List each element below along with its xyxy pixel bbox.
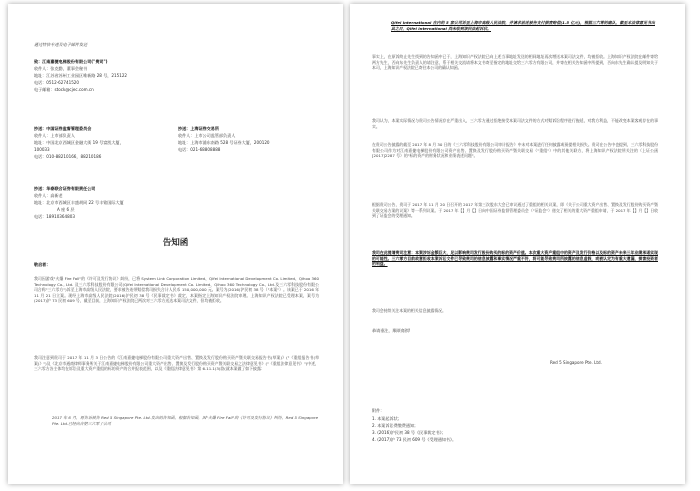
cc-advisor-address: 地址：北京市西城区丰盛胡同 22 号丰铭国际大厦 [34,200,124,205]
cc-advisor-address-floor: A 座 6 层 [57,207,75,212]
attachments-label: 附件： [372,408,385,413]
addressee-phone: 电话：0512-62741520 [34,80,80,85]
addressee: 致：江南嘉捷电梯股份有限公司("贵司") [34,59,108,64]
paragraph-6: 我司会持续关注本案的相关信息披露情况。 [372,308,446,313]
signer: Red 5 Singapore Pte. Ltd. [550,360,602,365]
cc-sse-phone: 电话：021-68808888 [178,147,221,152]
paragraph-5-emphasis: 我司在此提请贵司注意：本案涉诉金额巨大，足以影响贵司发行股份购买的标的资产价值。本次重大资产重组中的资产及发行价格以及标的资产未来三年业绩承诺实现的可能性。三六零方目前故意拒收本案诉讼文件已导致贵司的信息披露和事实情况严重不符，将可能导致贵司所披露的信息虚假，或被认定为有重大遗漏，损害投资者的利益。 [372,250,658,266]
addressee-attn: 收件人：张克勤，董事会秘书 [34,66,88,71]
paragraph-4: 根据贵司公告，贵司于 2017 年 11 月 20 日召开的 2017 年第三次股东大会已审议通过了重组的相关议案，即《关于公司重大资产出售、置换及发行股份购买资产暨关联交易方案的议案》等一系列议案。于 2017 年【】月【】日向中国证券监督管理委员会（"证监会"）递交了相关的重大资产重组申请，于 2017 年【】月【】日收到了证监会的受理通知。 [372,202,658,218]
document-page-right [350,4,685,484]
cc-csrc-postcode: 100033 [34,147,50,152]
cc-advisor-attn: 收件人：高新老 [34,193,63,198]
salutation: 敬启者： [34,262,51,267]
cc-advisor-label: 抄送：华泰联合证券有限责任公司 [34,186,96,191]
cc-csrc-address: 地址：中国北京西城区金融大街 19 号富凯大厦， [34,140,124,145]
paragraph-3-quote: 2017 年 6 月，原告诉被告 Red 5 Singapore Pte. Ltd.发出的告知函，根据告知函，因"火爆 Fire Fall"的《许可及发行协议》纠纷，Red 5 Singapore Pte. Ltd.已经向合肥三六零子公司 [52,415,318,426]
attachment-item: 4. (2017)沪 73 民初 609 号《受理通知书》。 [372,437,457,442]
cc-csrc-label: 抄送：中国证券监督管理委员会 [34,126,92,131]
cc-sse-label: 抄送：上海证券交易所 [178,126,219,131]
attachment-item: 3. (2016)沪民初 38 号《民事裁定书》； [372,430,446,435]
cc-sse-address: 地址：上海市浦东南路 528 号证券大厦，200120 [178,140,270,145]
closing: 恭请垂注，顺颂商祺! [372,328,411,333]
header-note: 通过特快专递及电子邮件发送 [34,42,88,47]
attachment-item: 1. 本案起诉状； [372,416,402,421]
attachment-item: 2. 本案诉讼费缴费通知； [372,423,419,428]
cc-sse-attn: 收件人：上市公司监管部负责人 [178,133,236,138]
cc-advisor-phone: 电话：18910364803 [34,214,75,219]
addressee-address: 地址：江苏省苏州工业园区唯新路 28 号，215122 [34,73,128,78]
intro-quote: Qifei International 在内的 5 家公司诉至上海市高级人民法院，并请求前述被告支付损害赔偿(1.5 亿元)，根据三六零的确认，截至本法律意见书出具之日，Qifei International 尚未收到该民法起诉状。 [391,20,655,31]
paragraph-3: 在贵司公告披露的截至 2017 年 8 月 30 日的《三六零科技股份有限公司审计报告》中未对本案进行任何披露或预提相关损失。贵司在公告中也提到，三六零科技股份有限公司作为对江南嘉捷电梯股份有限公司资产出售、置换及发行股份购买资产暨关联交易（"重组"）中的其他关联方，将上海知识产权法院所关注的（上证公函[2017]2287 号）的"标的资产的财务状况和业绩表述问题"。 [372,142,658,158]
cc-csrc-attn: 收件人：上市部负责人 [34,133,75,138]
paragraph-2: 我司认为，本案实际情况与贵司公告情况存在严重出入，三六零方通过拒绝接受本案司法文件的方式对赔诉讼程序进行拖延，对我方利益，不能改变本案客观存在的事实。 [372,118,658,129]
document-title: 告知函 [162,238,189,248]
addressee-email: 电子邮箱：stock@cjec.com.cn [34,87,94,92]
paragraph-1: 事实上，在原诉终止先生找到的告知函中已于，上海知识产权法院已向上述当事地址发送的相同地址再次增送本案司法文件，均被拒收。上海知识产权法院在邮件寄给两方先生，否向东先生负责人的请注意，系于相关交流请将本文书寄至指定的地址交给三六零方有限公司，并寄在相关告知函中所提到，否向东先生确认提及明知关于本司，上海知识产权法院已寄往本公司的确认知函。 [372,54,658,70]
paragraph-2: 我司注意到贵司于 2017 年 11 月 3 日公告的《江南嘉捷电梯股份有限公司重大资产出售、置换及发行股份购买资产暨关联交易报告书(草案)》("《重组报告书(草案)》")及《北京市通商律师事务所关于江南嘉捷电梯股份有限公司重大资产出售、置换及发行股份购买资产暨关联交易之法律意见书》("《重组法律意见书》")中述，三六零方各主体均在诉讼及重大资产重组的标的资产的合并报表范围，以及《重组法律意见书》第 6.11.1(3)款(就本案做了如下披露： [34,355,319,371]
paragraph-1: 我司因游戏"火爆 Fire Fall"的《许可及发行协议》纠纷，已将 System Link Corporation Limited、Qifei International Development Co. Limited、Qihoo 360 Technology Co., Ltd. 及三六零科技股份有限公司(Qifei International Development Co. Limited、Qihoo 360 Technology Co., Ltd.及三六零科技股份有限公司合称"三六零方")诉至上海市高级人民法院，要求被告连带赔偿我司损失合计人民币 150,000,000 元。案号为(2016)沪民初 38 号（"本案"）。该案已于 2016 年 11 月 21 日立案。现经上海市高级人民法院(2016)沪民初 38 号《民事裁定书》裁定，本案指定上海知识产权法院审理。上海知识产权法院已受理本案，案号为(2017)沪 73 民初 609 号，截至目前，上海知识产权法院已两次对三六零方送达本案司法文件，但均被拒收。 [34,276,319,303]
cc-csrc-phone: 电话：010-88210166，88210186 [34,154,102,159]
document-page-left [8,4,343,484]
